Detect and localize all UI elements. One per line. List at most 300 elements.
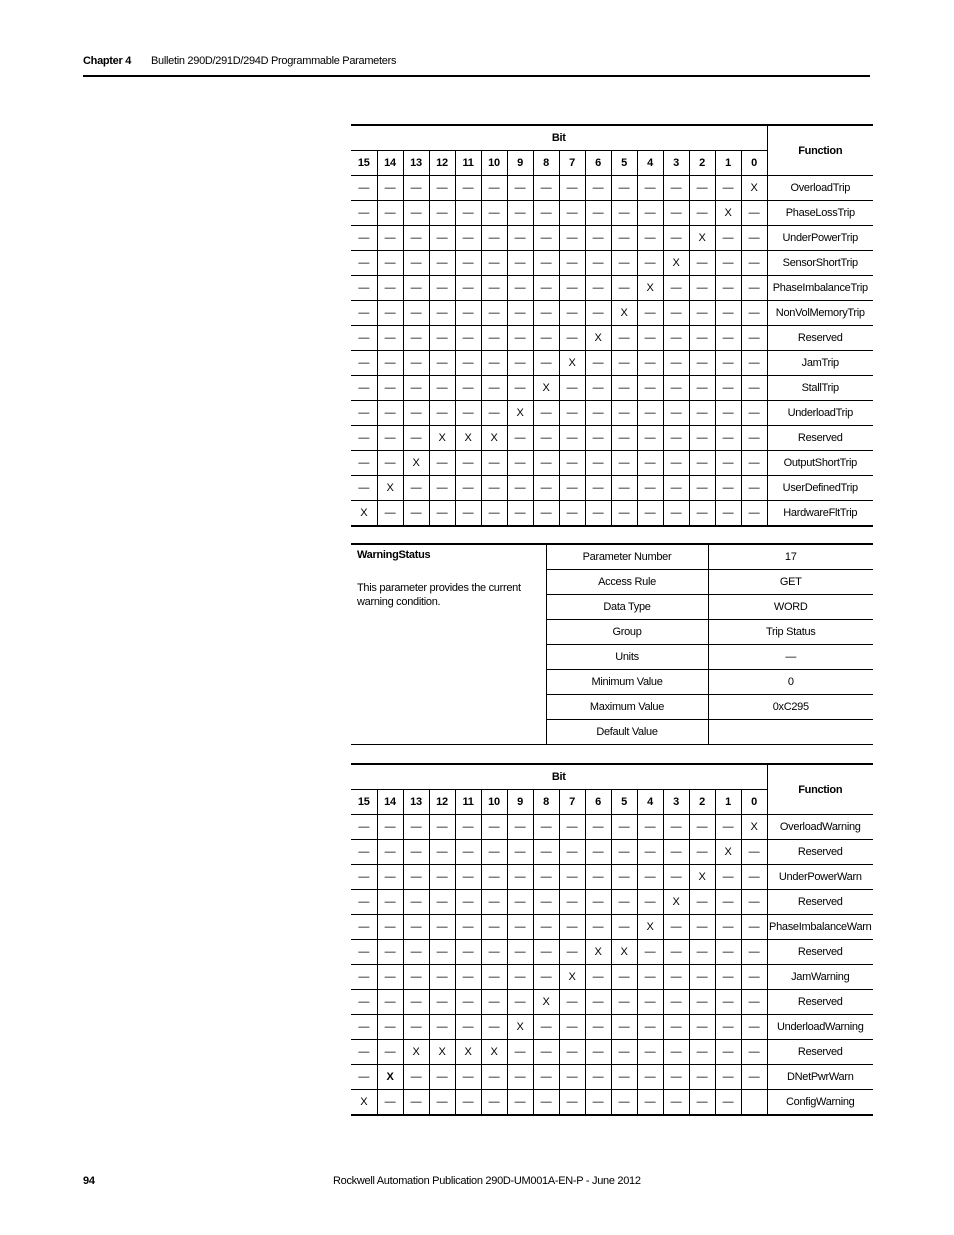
parameter-value: GET	[708, 570, 873, 595]
bit-unset-dash: —	[663, 1090, 689, 1116]
bit-number-15: 15	[351, 790, 377, 815]
bit-unset-dash: —	[351, 351, 377, 376]
bit-unset-dash: —	[585, 1015, 611, 1040]
bit-unset-dash: —	[377, 201, 403, 226]
bit-unset-dash: —	[585, 376, 611, 401]
function-name: UnderPowerTrip	[767, 226, 873, 251]
bit-unset-dash: —	[429, 865, 455, 890]
bit-number-0: 0	[741, 790, 767, 815]
trip_table-row	[351, 201, 873, 226]
bit-unset-dash: —	[377, 226, 403, 251]
bit-unset-dash: —	[637, 840, 663, 865]
bit-unset-dash: —	[715, 940, 741, 965]
parameter-description: This parameter provides the current warning condition.	[357, 582, 521, 608]
trip_table-row	[351, 301, 873, 326]
bit-unset-dash: —	[637, 815, 663, 840]
bit-unset-dash: —	[351, 251, 377, 276]
bit-unset-dash: —	[741, 276, 767, 301]
bit-unset-dash: —	[611, 1015, 637, 1040]
bit-unset-dash: —	[637, 401, 663, 426]
bit-unset-dash: —	[351, 376, 377, 401]
function-name: Reserved	[767, 940, 873, 965]
bit-set-mark: X	[507, 401, 533, 426]
bit-unset-dash: —	[403, 840, 429, 865]
bit-unset-dash: —	[533, 865, 559, 890]
function-header: Function	[767, 764, 873, 815]
bit-unset-dash: —	[481, 865, 507, 890]
bit-unset-dash: —	[559, 890, 585, 915]
bit-unset-dash: —	[481, 176, 507, 201]
bit-unset-dash: —	[637, 1015, 663, 1040]
bit-unset-dash: —	[377, 965, 403, 990]
bit-set-mark: X	[507, 1015, 533, 1040]
parameter-description-cell	[351, 544, 546, 745]
bit-unset-dash: —	[637, 226, 663, 251]
bit-unset-dash: —	[559, 815, 585, 840]
bit-unset-dash: —	[559, 426, 585, 451]
bit-unset-dash: —	[715, 351, 741, 376]
bit-unset-dash: —	[481, 351, 507, 376]
bit-unset-dash: —	[663, 1040, 689, 1065]
bit-unset-dash: —	[481, 840, 507, 865]
bit-unset-dash: —	[715, 376, 741, 401]
bit-unset-dash: —	[533, 965, 559, 990]
bit-set-mark: X	[663, 251, 689, 276]
bit-unset-dash: —	[481, 940, 507, 965]
bit-unset-dash: —	[351, 226, 377, 251]
bit-unset-dash: —	[585, 990, 611, 1015]
bit-set-mark: X	[689, 226, 715, 251]
bit-unset-dash: —	[377, 1015, 403, 1040]
bit-unset-dash: —	[611, 226, 637, 251]
bit-unset-dash: —	[455, 476, 481, 501]
parameter-label: Parameter Number	[546, 544, 708, 570]
bit-unset-dash: —	[533, 201, 559, 226]
bit-unset-dash: —	[611, 1040, 637, 1065]
bit-unset-dash: —	[611, 376, 637, 401]
bit-unset-dash: —	[403, 176, 429, 201]
page-header	[83, 53, 870, 77]
bit-unset-dash: —	[611, 890, 637, 915]
bit-number-1: 1	[715, 790, 741, 815]
parameter-label: Access Rule	[546, 570, 708, 595]
bit-unset-dash: —	[533, 251, 559, 276]
bit-unset-dash: —	[559, 990, 585, 1015]
bit-unset-dash: —	[429, 176, 455, 201]
bit-unset-dash: —	[533, 401, 559, 426]
bit-unset-dash: —	[741, 940, 767, 965]
bit-unset-dash: —	[611, 915, 637, 940]
bit-unset-dash: —	[715, 865, 741, 890]
bit-unset-dash: —	[663, 940, 689, 965]
bit-unset-dash: —	[351, 890, 377, 915]
bit-unset-dash: —	[715, 1090, 741, 1116]
bit-unset-dash: —	[689, 376, 715, 401]
header-title: Bulletin 290D/291D/294D Programmable Parameters	[151, 55, 397, 67]
bit-unset-dash: —	[403, 476, 429, 501]
bit-unset-dash: —	[585, 176, 611, 201]
bit-unset-dash: —	[403, 501, 429, 527]
bit-unset-dash: —	[507, 815, 533, 840]
bit-unset-dash: —	[689, 301, 715, 326]
bit-unset-dash: —	[559, 840, 585, 865]
bit-number-7: 7	[559, 151, 585, 176]
bit-unset-dash: —	[455, 865, 481, 890]
bit-unset-dash: —	[663, 351, 689, 376]
bit-unset-dash: —	[403, 201, 429, 226]
bit-unset-dash: —	[403, 1065, 429, 1090]
bit-unset-dash: —	[455, 176, 481, 201]
bit-unset-dash: —	[689, 1065, 715, 1090]
chapter-label: Chapter 4	[83, 55, 132, 67]
bit-number-5: 5	[611, 151, 637, 176]
bit-unset-dash: —	[663, 326, 689, 351]
warning-status-bit-table	[351, 763, 873, 1116]
bit-unset-dash: —	[663, 915, 689, 940]
bit-unset-dash: —	[507, 890, 533, 915]
bit-unset-dash: —	[585, 501, 611, 527]
bit-unset-dash: —	[559, 251, 585, 276]
bit-unset-dash: —	[507, 426, 533, 451]
bit-unset-dash: —	[715, 990, 741, 1015]
bit-unset-dash: —	[533, 501, 559, 527]
bit-unset-dash: —	[429, 965, 455, 990]
bit-number-4: 4	[637, 151, 663, 176]
bit-unset-dash: —	[455, 1065, 481, 1090]
bit-unset-dash: —	[533, 451, 559, 476]
bit-unset-dash: —	[403, 1090, 429, 1116]
bit-unset-dash: —	[715, 176, 741, 201]
bit-set-mark: X	[351, 1090, 377, 1116]
bit-unset-dash: —	[351, 965, 377, 990]
function-name: JamTrip	[767, 351, 873, 376]
bit-unset-dash: —	[403, 326, 429, 351]
bit-unset-dash: —	[507, 301, 533, 326]
parameter-value	[708, 720, 873, 745]
function-name: PhaseImbalanceTrip	[767, 276, 873, 301]
bit-unset-dash: —	[559, 301, 585, 326]
parameter-label: Data Type	[546, 595, 708, 620]
bit-unset-dash: —	[481, 276, 507, 301]
bit-unset-dash: —	[715, 276, 741, 301]
bit-unset-dash: —	[377, 940, 403, 965]
bit-set-mark: X	[715, 201, 741, 226]
bit-number-6: 6	[585, 151, 611, 176]
bit-unset-dash: —	[741, 201, 767, 226]
bit-unset-dash: —	[663, 451, 689, 476]
bit-unset-dash: —	[637, 176, 663, 201]
trip_table-row	[351, 476, 873, 501]
bit-unset-dash: —	[403, 276, 429, 301]
bit-set-mark: X	[611, 940, 637, 965]
bit-unset-dash: —	[559, 915, 585, 940]
bit-unset-dash: —	[585, 1040, 611, 1065]
bit-unset-dash: —	[455, 401, 481, 426]
bit-unset-dash: —	[585, 1090, 611, 1116]
bit-empty-cell	[741, 1090, 767, 1116]
warning_table-row	[351, 1015, 873, 1040]
bit-unset-dash: —	[585, 351, 611, 376]
bit-unset-dash: —	[533, 301, 559, 326]
bit-unset-dash: —	[507, 865, 533, 890]
bit-unset-dash: —	[585, 890, 611, 915]
bit-unset-dash: —	[403, 990, 429, 1015]
bit-unset-dash: —	[507, 201, 533, 226]
parameter-value: 0	[708, 670, 873, 695]
bit-unset-dash: —	[351, 915, 377, 940]
trip_table-row	[351, 251, 873, 276]
bit-unset-dash: —	[351, 201, 377, 226]
bit-unset-dash: —	[689, 251, 715, 276]
bit-unset-dash: —	[611, 815, 637, 840]
bit-set-mark: X	[481, 426, 507, 451]
bit-unset-dash: —	[689, 351, 715, 376]
bit-unset-dash: —	[715, 1040, 741, 1065]
bit-unset-dash: —	[637, 940, 663, 965]
trip_table-row	[351, 451, 873, 476]
parameter-label: Units	[546, 645, 708, 670]
bit-unset-dash: —	[585, 226, 611, 251]
bit-unset-dash: —	[715, 1015, 741, 1040]
bit-unset-dash: —	[689, 990, 715, 1015]
bit-caption: Bit	[351, 764, 767, 790]
bit-unset-dash: —	[429, 401, 455, 426]
bit-unset-dash: —	[559, 176, 585, 201]
publication-info: Rockwell Automation Publication 290D-UM001A-EN-P - June 2012	[333, 1175, 641, 1187]
bit-unset-dash: —	[377, 501, 403, 527]
bit-unset-dash: —	[351, 176, 377, 201]
bit-unset-dash: —	[585, 840, 611, 865]
bit-unset-dash: —	[611, 451, 637, 476]
bit-set-mark: X	[403, 451, 429, 476]
bit-unset-dash: —	[741, 965, 767, 990]
trip_table-row	[351, 501, 873, 527]
bit-unset-dash: —	[533, 890, 559, 915]
bit-set-mark: X	[611, 301, 637, 326]
bit-unset-dash: —	[403, 865, 429, 890]
bit-unset-dash: —	[611, 501, 637, 527]
bit-unset-dash: —	[533, 1065, 559, 1090]
bit-set-mark: X	[585, 326, 611, 351]
bit-unset-dash: —	[533, 1015, 559, 1040]
bit-unset-dash: —	[715, 401, 741, 426]
bit-unset-dash: —	[481, 301, 507, 326]
bit-unset-dash: —	[377, 915, 403, 940]
bit-unset-dash: —	[429, 326, 455, 351]
bit-unset-dash: —	[611, 326, 637, 351]
bit-unset-dash: —	[689, 326, 715, 351]
bit-unset-dash: —	[715, 965, 741, 990]
bit-unset-dash: —	[455, 226, 481, 251]
bit-unset-dash: —	[377, 376, 403, 401]
trip_table-row	[351, 401, 873, 426]
bit-unset-dash: —	[481, 1090, 507, 1116]
bit-unset-dash: —	[715, 476, 741, 501]
bit-unset-dash: —	[481, 476, 507, 501]
bit-unset-dash: —	[481, 815, 507, 840]
bit-unset-dash: —	[429, 1015, 455, 1040]
bit-set-mark: X	[455, 426, 481, 451]
bit-unset-dash: —	[663, 1065, 689, 1090]
bit-number-8: 8	[533, 790, 559, 815]
bit-unset-dash: —	[481, 965, 507, 990]
parameter-value: —	[708, 645, 873, 670]
bit-set-mark: X	[403, 1040, 429, 1065]
bit-unset-dash: —	[663, 426, 689, 451]
bit-number-14: 14	[377, 151, 403, 176]
trip_table-row	[351, 351, 873, 376]
bit-unset-dash: —	[403, 915, 429, 940]
bit-unset-dash: —	[403, 351, 429, 376]
bit-unset-dash: —	[481, 915, 507, 940]
bit-set-mark: X	[689, 865, 715, 890]
bit-unset-dash: —	[689, 965, 715, 990]
bit-unset-dash: —	[637, 865, 663, 890]
bit-unset-dash: —	[585, 965, 611, 990]
bit-unset-dash: —	[481, 251, 507, 276]
bit-unset-dash: —	[533, 815, 559, 840]
bit-unset-dash: —	[585, 451, 611, 476]
warning_table-row	[351, 840, 873, 865]
bit-unset-dash: —	[663, 815, 689, 840]
bit-number-10: 10	[481, 151, 507, 176]
function-name: Reserved	[767, 326, 873, 351]
bit-unset-dash: —	[637, 1090, 663, 1116]
bit-unset-dash: —	[559, 326, 585, 351]
bit-unset-dash: —	[481, 326, 507, 351]
bit-unset-dash: —	[663, 276, 689, 301]
bit-unset-dash: —	[429, 276, 455, 301]
function-name: JamWarning	[767, 965, 873, 990]
bit-unset-dash: —	[637, 426, 663, 451]
bit-unset-dash: —	[507, 176, 533, 201]
bit-number-9: 9	[507, 151, 533, 176]
warning_table-row	[351, 940, 873, 965]
bit-unset-dash: —	[741, 890, 767, 915]
bit-set-mark: X	[663, 890, 689, 915]
bit-unset-dash: —	[689, 401, 715, 426]
bit-unset-dash: —	[741, 251, 767, 276]
bit-unset-dash: —	[559, 1090, 585, 1116]
bit-unset-dash: —	[429, 840, 455, 865]
function-name: Reserved	[767, 890, 873, 915]
trip_table-row	[351, 376, 873, 401]
bit-unset-dash: —	[585, 865, 611, 890]
bit-unset-dash: —	[637, 251, 663, 276]
bit-number-7: 7	[559, 790, 585, 815]
bit-unset-dash: —	[741, 1065, 767, 1090]
warning_table-row	[351, 890, 873, 915]
bit-unset-dash: —	[429, 451, 455, 476]
bit-set-mark: X	[377, 476, 403, 501]
bit-unset-dash: —	[455, 201, 481, 226]
bit-unset-dash: —	[637, 301, 663, 326]
function-name: DNetPwrWarn	[767, 1065, 873, 1090]
bit-unset-dash: —	[507, 326, 533, 351]
function-name: UserDefinedTrip	[767, 476, 873, 501]
bit-unset-dash: —	[351, 840, 377, 865]
bit-unset-dash: —	[559, 501, 585, 527]
bit-unset-dash: —	[637, 476, 663, 501]
parameter-value: 0xC295	[708, 695, 873, 720]
bit-set-mark: X	[559, 351, 585, 376]
bit-unset-dash: —	[533, 840, 559, 865]
parameter-value: WORD	[708, 595, 873, 620]
function-name: Reserved	[767, 990, 873, 1015]
bit-unset-dash: —	[611, 1065, 637, 1090]
parameter-label: Minimum Value	[546, 670, 708, 695]
bit-number-11: 11	[455, 790, 481, 815]
bit-unset-dash: —	[507, 1065, 533, 1090]
bit-unset-dash: —	[455, 301, 481, 326]
bit-unset-dash: —	[715, 301, 741, 326]
bit-unset-dash: —	[351, 1040, 377, 1065]
bit-unset-dash: —	[715, 1065, 741, 1090]
bit-unset-dash: —	[429, 1090, 455, 1116]
bit-unset-dash: —	[507, 915, 533, 940]
bit-unset-dash: —	[377, 890, 403, 915]
bit-unset-dash: —	[637, 201, 663, 226]
bit-unset-dash: —	[663, 176, 689, 201]
bit-unset-dash: —	[741, 865, 767, 890]
bit-unset-dash: —	[377, 351, 403, 376]
bit-unset-dash: —	[741, 426, 767, 451]
bit-unset-dash: —	[455, 990, 481, 1015]
bit-unset-dash: —	[559, 376, 585, 401]
bit-number-10: 10	[481, 790, 507, 815]
bit-unset-dash: —	[351, 301, 377, 326]
bit-unset-dash: —	[377, 451, 403, 476]
bit-unset-dash: —	[611, 865, 637, 890]
bit-unset-dash: —	[559, 451, 585, 476]
bit-number-2: 2	[689, 790, 715, 815]
bit-unset-dash: —	[559, 865, 585, 890]
warning-table-body	[351, 815, 873, 1116]
bit-unset-dash: —	[507, 476, 533, 501]
bit-unset-dash: —	[611, 351, 637, 376]
bit-set-mark: X	[559, 965, 585, 990]
bit-unset-dash: —	[611, 251, 637, 276]
bit-unset-dash: —	[507, 251, 533, 276]
bit-unset-dash: —	[637, 351, 663, 376]
bit-unset-dash: —	[741, 401, 767, 426]
bit-unset-dash: —	[559, 476, 585, 501]
bit-unset-dash: —	[351, 940, 377, 965]
bit-unset-dash: —	[689, 426, 715, 451]
bit-unset-dash: —	[455, 451, 481, 476]
bit-unset-dash: —	[533, 276, 559, 301]
bit-unset-dash: —	[689, 890, 715, 915]
bit-unset-dash: —	[663, 965, 689, 990]
bit-number-3: 3	[663, 151, 689, 176]
parameter-label: Default Value	[546, 720, 708, 745]
bit-unset-dash: —	[481, 201, 507, 226]
function-name: OutputShortTrip	[767, 451, 873, 476]
bit-number-11: 11	[455, 151, 481, 176]
bit-unset-dash: —	[715, 890, 741, 915]
bit-unset-dash: —	[741, 326, 767, 351]
bit-unset-dash: —	[741, 301, 767, 326]
parameter-label: Maximum Value	[546, 695, 708, 720]
bit-number-2: 2	[689, 151, 715, 176]
bit-unset-dash: —	[429, 226, 455, 251]
bit-unset-dash: —	[455, 915, 481, 940]
bit-set-mark: X	[429, 1040, 455, 1065]
bit-number-3: 3	[663, 790, 689, 815]
bit-number-0: 0	[741, 151, 767, 176]
bit-number-12: 12	[429, 151, 455, 176]
bit-unset-dash: —	[559, 201, 585, 226]
